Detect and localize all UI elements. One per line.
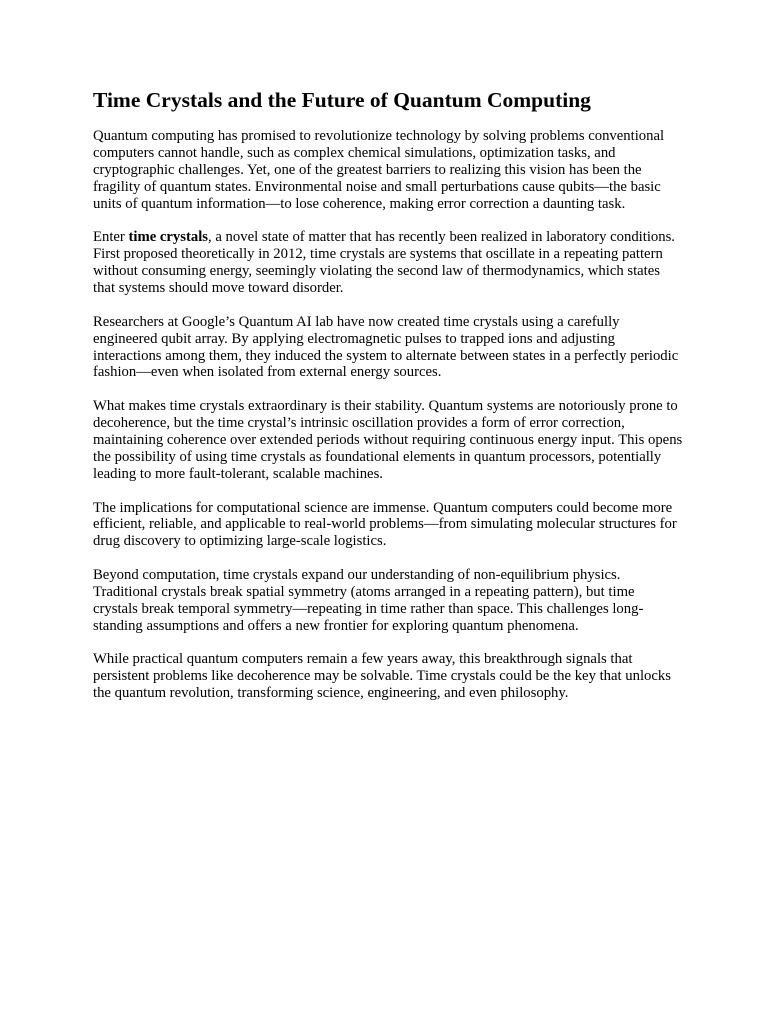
paragraph-conclusion: While practical quantum computers remain a few years away, this breakthrough signals that persistent problems like decoherence may be solvable. Time crystals could be the key that unlocks the quantum revolution, transforming science, engineering, and even philosophy.	[93, 651, 671, 702]
paragraph-stability: What makes time crystals extraordinary is their stability. Quantum systems are notoriously prone to decoherence, but the time crystal’s intrinsic oscillation provides a form of error correction, maintaining coherence over extended periods without requiring continuous energy input. This opens the possibility of using time crystals as foundational elements in quantum processors, potentially leading to more fault-tolerant, scalable machines.	[93, 398, 683, 482]
paragraph-research: Researchers at Google’s Quantum AI lab have now created time crystals using a carefully engineered qubit array. By applying electromagnetic pulses to trapped ions and adjusting interactions among them, they induced the system to alternate between states in a perfectly periodic fashion—even when isolated from external energy sources.	[93, 313, 679, 381]
paragraph-implications: The implications for computational science are immense. Quantum computers could become more efficient, reliable, and applicable to real-world problems—from simulating molecular structures for drug discovery to optimizing large-scale logistics.	[93, 499, 677, 550]
paragraph-text: , a novel state of matter that has recently been realized in laboratory conditions. First proposed theoretically in 2012, time crystals are systems that oscillate in a repeating pattern without consuming energy, seemingly violating the second law of thermodynamics, which states that systems should move toward disorder.	[93, 229, 675, 297]
bold-term: time crystals	[128, 229, 209, 246]
paragraph-beyond-computation: Beyond computation, time crystals expand our understanding of non-equilibrium physics. Traditional crystals break spatial symmetry (atoms arranged in a repeating pattern), but time crystals break temporal symmetry—repeating in time rather than space. This challenges long-standing assumptions and offers a new frontier for exploring quantum phenomena.	[93, 567, 644, 634]
document-page	[93, 86, 683, 719]
document-title: Time Crystals and the Future of Quantum Computing	[93, 88, 591, 112]
paragraph-intro: Quantum computing has promised to revolutionize technology by solving problems conventional computers cannot handle, such as complex chemical simulations, optimization tasks, and cryptographic challenges. Yet, one of the greatest barriers to realizing this vision has been the fragility of quantum states. Environmental noise and small perturbations cause qubits—the basic units of quantum information—to lose coherence, making error correction a daunting task.	[93, 128, 665, 212]
paragraph-time-crystals	[93, 229, 683, 297]
paragraph-text: Enter	[93, 229, 129, 246]
